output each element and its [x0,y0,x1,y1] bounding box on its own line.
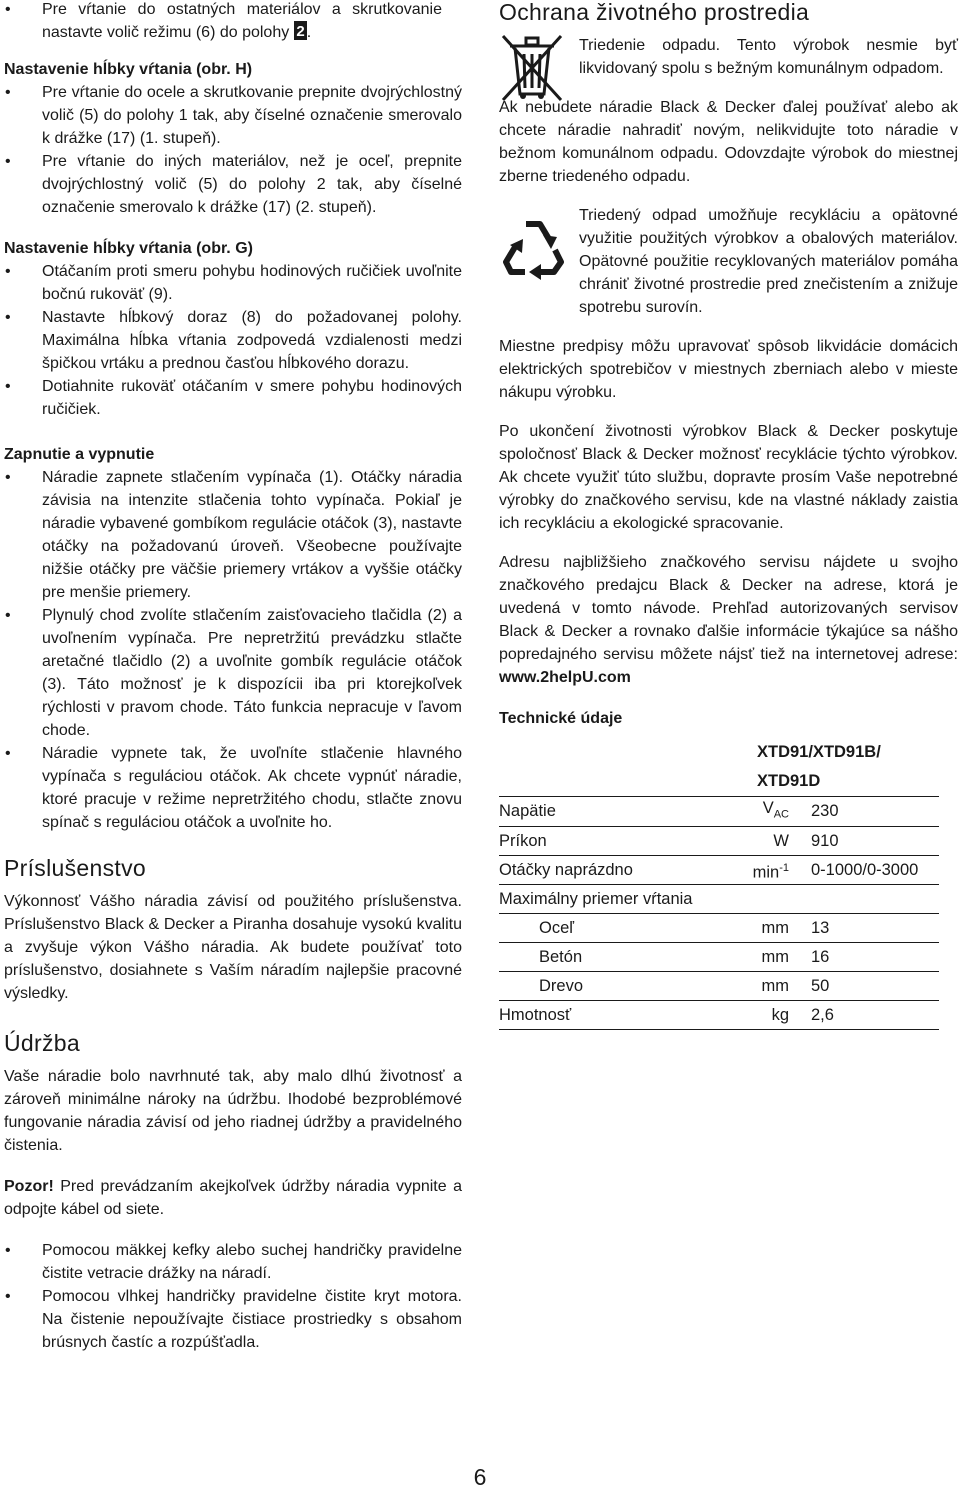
waste-sorting-block [499,32,958,80]
environment-title: Ochrana životného prostredia [499,0,810,25]
warning-label: Pozor! [4,1178,54,1195]
list-item: • Pomocou mäkkej kefky alebo suchej handričky pravidelne čistite vetracie drážky na náradí. [4,1239,462,1285]
spec-label: Otáčky naprázdno [499,856,729,885]
list-item: • Otáčaním proti smeru pohybu hodinových ručičiek uvoľnite bočnú rukoväť (9). [4,260,462,306]
table-row [499,797,939,827]
table-row [499,856,939,885]
spec-value: 0-1000/0-3000 [797,856,939,885]
recycling-service-paragraph: Po ukončení životnosti výrobkov Black & Decker poskytuje spoločnosť Black & Decker možnosť recyklácie týchto výrobkov. Ak chcete využiť túto službu, dopravte prosím Vaše nepotrebné výrobky do značkového servisu, kde na vlastné náklady zaistia ich recykláciu a ekologické spracovanie. [499,423,958,532]
recycle-icon [499,214,569,280]
spec-label: Maximálny priemer vŕtania [499,885,939,914]
list-item: • Náradie vypnete tak, že uvoľníte stlačenie hlavného vypínača s reguláciou otáčok. Ak chcete vypnúť náradie, ktoré pracuje v režime nepretržitého chodu, stlačte znovu spínač s reguláciou otáčok a uvoľnite ho. [4,742,462,834]
tech-data-title: Technické údaje [499,710,623,727]
spec-unit: mm [729,943,797,972]
switch-heading: Zapnutie a vypnutie [4,446,155,463]
spec-unit: kg [729,1001,797,1030]
position-2-badge-icon [294,21,307,40]
spec-unit: V [762,799,774,817]
spec-unit-sub: AC [773,808,789,821]
recycling-block [499,204,958,319]
crossed-bin-icon [499,32,565,104]
spec-value: 230 [797,797,939,827]
depth-heading-h: Nastavenie hĺbky vŕtania (obr. H) [4,61,253,78]
local-rules-paragraph: Miestne predpisy môžu upravovať spôsob likvidácie domácich elektrických spotrebičov v miestnych zberniach alebo v mieste nákupu výrobku. [499,338,958,401]
spec-unit: mm [729,972,797,1001]
recycling-text: Triedený odpad umožňuje recykláciu a opätovné využitie použitých výrobkov a obalových materiálov. Opätovné použitie recyklovaných materiálov pomáha chrániť životné prostredie pred znečistením a znižuje spotrebu surovín. [579,207,958,316]
list-item: • Pre vŕtanie do ocele a skrutkovanie prepnite dvojrýchlostný volič (5) do polohy 1 tak, aby číselné označenie smerovalo k drážke (17) (1. stupeň). [4,81,462,150]
spec-label: Príkon [499,827,729,856]
spec-unit-sup: -1 [779,861,789,874]
spec-unit: W [729,827,797,856]
table-row [499,827,939,856]
service-url[interactable]: www.2helpU.com [499,669,631,686]
spec-label: Napätie [499,797,729,827]
spec-label: Drevo [499,972,729,1001]
model-line-2: XTD91D [757,772,821,790]
spec-label: Betón [499,943,729,972]
list-item: • Pomocou vlhkej handričky pravidelne čistite kryt motora. Na čistenie nepoužívajte čistiace prostriedky s obsahom brúsnych častíc a rozpúšťadla. [4,1285,462,1354]
page-number: 6 [473,1464,487,1490]
warning-text: Pozor! Pred prevádzaním akejkoľvek údržby náradia vypnite a odpojte kábel od siete. [4,1178,462,1218]
spec-value: 16 [797,943,939,972]
switch-bullet-list [4,466,462,834]
table-row [499,1001,939,1030]
spec-value: 910 [797,827,939,856]
spec-unit: mm [729,914,797,943]
tech-data-table [499,738,939,1030]
accessories-title: Príslušenstvo [4,855,146,881]
list-item: • Náradie zapnete stlačením vypínača (1). Otáčky náradia závisia na intenzite stlačenia tohto vypínača. Pokiaľ je náradie vybavené gombíkom regulácie otáčok (3), nastavte otáčky na požadovanú úroveň. Všeobecne používajte nižšie otáčky pre väčšie priemery vrtákov a vyššie otáčky pre menšie priemery. [4,466,462,604]
accessories-text: Výkonnosť Vášho náradia závisí od použitého príslušenstva. Príslušenstvo Black & Decker a Piranha dosahuje vysokú kvalitu a zvyšuje výkon Vášho náradia. Ak budete používať toto príslušenstvo, dosiahnete s Vaším náradím najlepšie pracovné výsledky. [4,893,462,1002]
maintenance-text: Vaše náradie bolo navrhnuté tak, aby malo dlhú životnosť a zároveň minimálne nároky na údržbu. Ihodobé bezproblémové fungovanie náradia závisí od jeho riadnej údržby a pravidelného čistenia. [4,1068,462,1154]
right-column [499,0,958,1030]
spec-label: Hmotnosť [499,1001,729,1030]
table-row [499,914,939,943]
maintenance-bullet-list [4,1239,462,1354]
svg-text:2: 2 [296,23,305,40]
waste-sorting-text: Triedenie odpadu. Tento výrobok nesmie byť likvidovaný spolu s bežným komunálnym odpadom. [579,37,958,77]
disposal-paragraph: Ak nebudete náradie Black & Decker ďalej používať alebo ak chcete náradie nahradiť novým, nelikvidujte toto náradie v bežnom komunálnom odpadu. Odovzdajte výrobok do miestnej zberne triedeného odpadu. [499,99,958,185]
h-bullet-list [4,81,462,219]
list-item: • Pre vŕtanie do ostatných materiálov a skrutkovanie nastavte volič režimu (6) do polohy 2 . [4,0,462,44]
list-item: • Nastavte hĺbkový doraz (8) do požadovanej polohy. Maximálna hĺbka vŕtania zodpovedá vzdialenosti medzi špičkou vrtáku a prednou časťou hĺbkového dorazu. [4,306,462,375]
table-row [499,738,939,767]
g-bullet-list [4,260,462,421]
spec-unit: min [752,863,780,882]
list-item: • Dotiahnite rukoväť otáčaním v smere pohybu hodinových ručičiek. [4,375,462,421]
table-row [499,767,939,797]
service-address-paragraph: Adresu najbližšieho značkového servisu nájdete u svojho značkového predajcu Black & Decker na adrese, ktorá je uvedená v tomto návode. Prehľad autorizovaných servisov Black & Decker a rovnako ďalšie informácie týkajúce sa nášho popredajného servisu môžete nájsť tiež na internetovej adrese: www.2helpU.com [499,554,958,686]
table-row [499,972,939,1001]
spec-value: 50 [797,972,939,1001]
spec-value: 13 [797,914,939,943]
list-item: • Pre vŕtanie do iných materiálov, než je oceľ, prepnite dvojrýchlostný volič (5) do polohy 2 tak, aby číselné označenie smerovalo k drážke (17) (2. stupeň). [4,150,462,219]
maintenance-title: Údržba [4,1030,80,1056]
spec-value: 2,6 [797,1001,939,1030]
table-row [499,943,939,972]
spec-label: Oceľ [499,914,729,943]
table-row [499,885,939,914]
depth-heading-g: Nastavenie hĺbky vŕtania (obr. G) [4,240,253,257]
list-item: • Plynulý chod zvolíte stlačením zaisťovacieho tlačidla (2) a uvoľnením vypínača. Pre nepretržitú prevádzku stlačte aretačné tlačidlo (2) a uvoľnite gombík regulácie otáčok (3). Táto možnosť je k dispozícii iba pri ktorejkoľvek rýchlosti v pravom chode. Táto funkcia nepracuje v ľavom chode. [4,604,462,742]
intro-bullet-list [4,0,462,44]
left-column [4,0,462,1354]
model-line-1: XTD91/XTD91B/ [757,743,881,761]
